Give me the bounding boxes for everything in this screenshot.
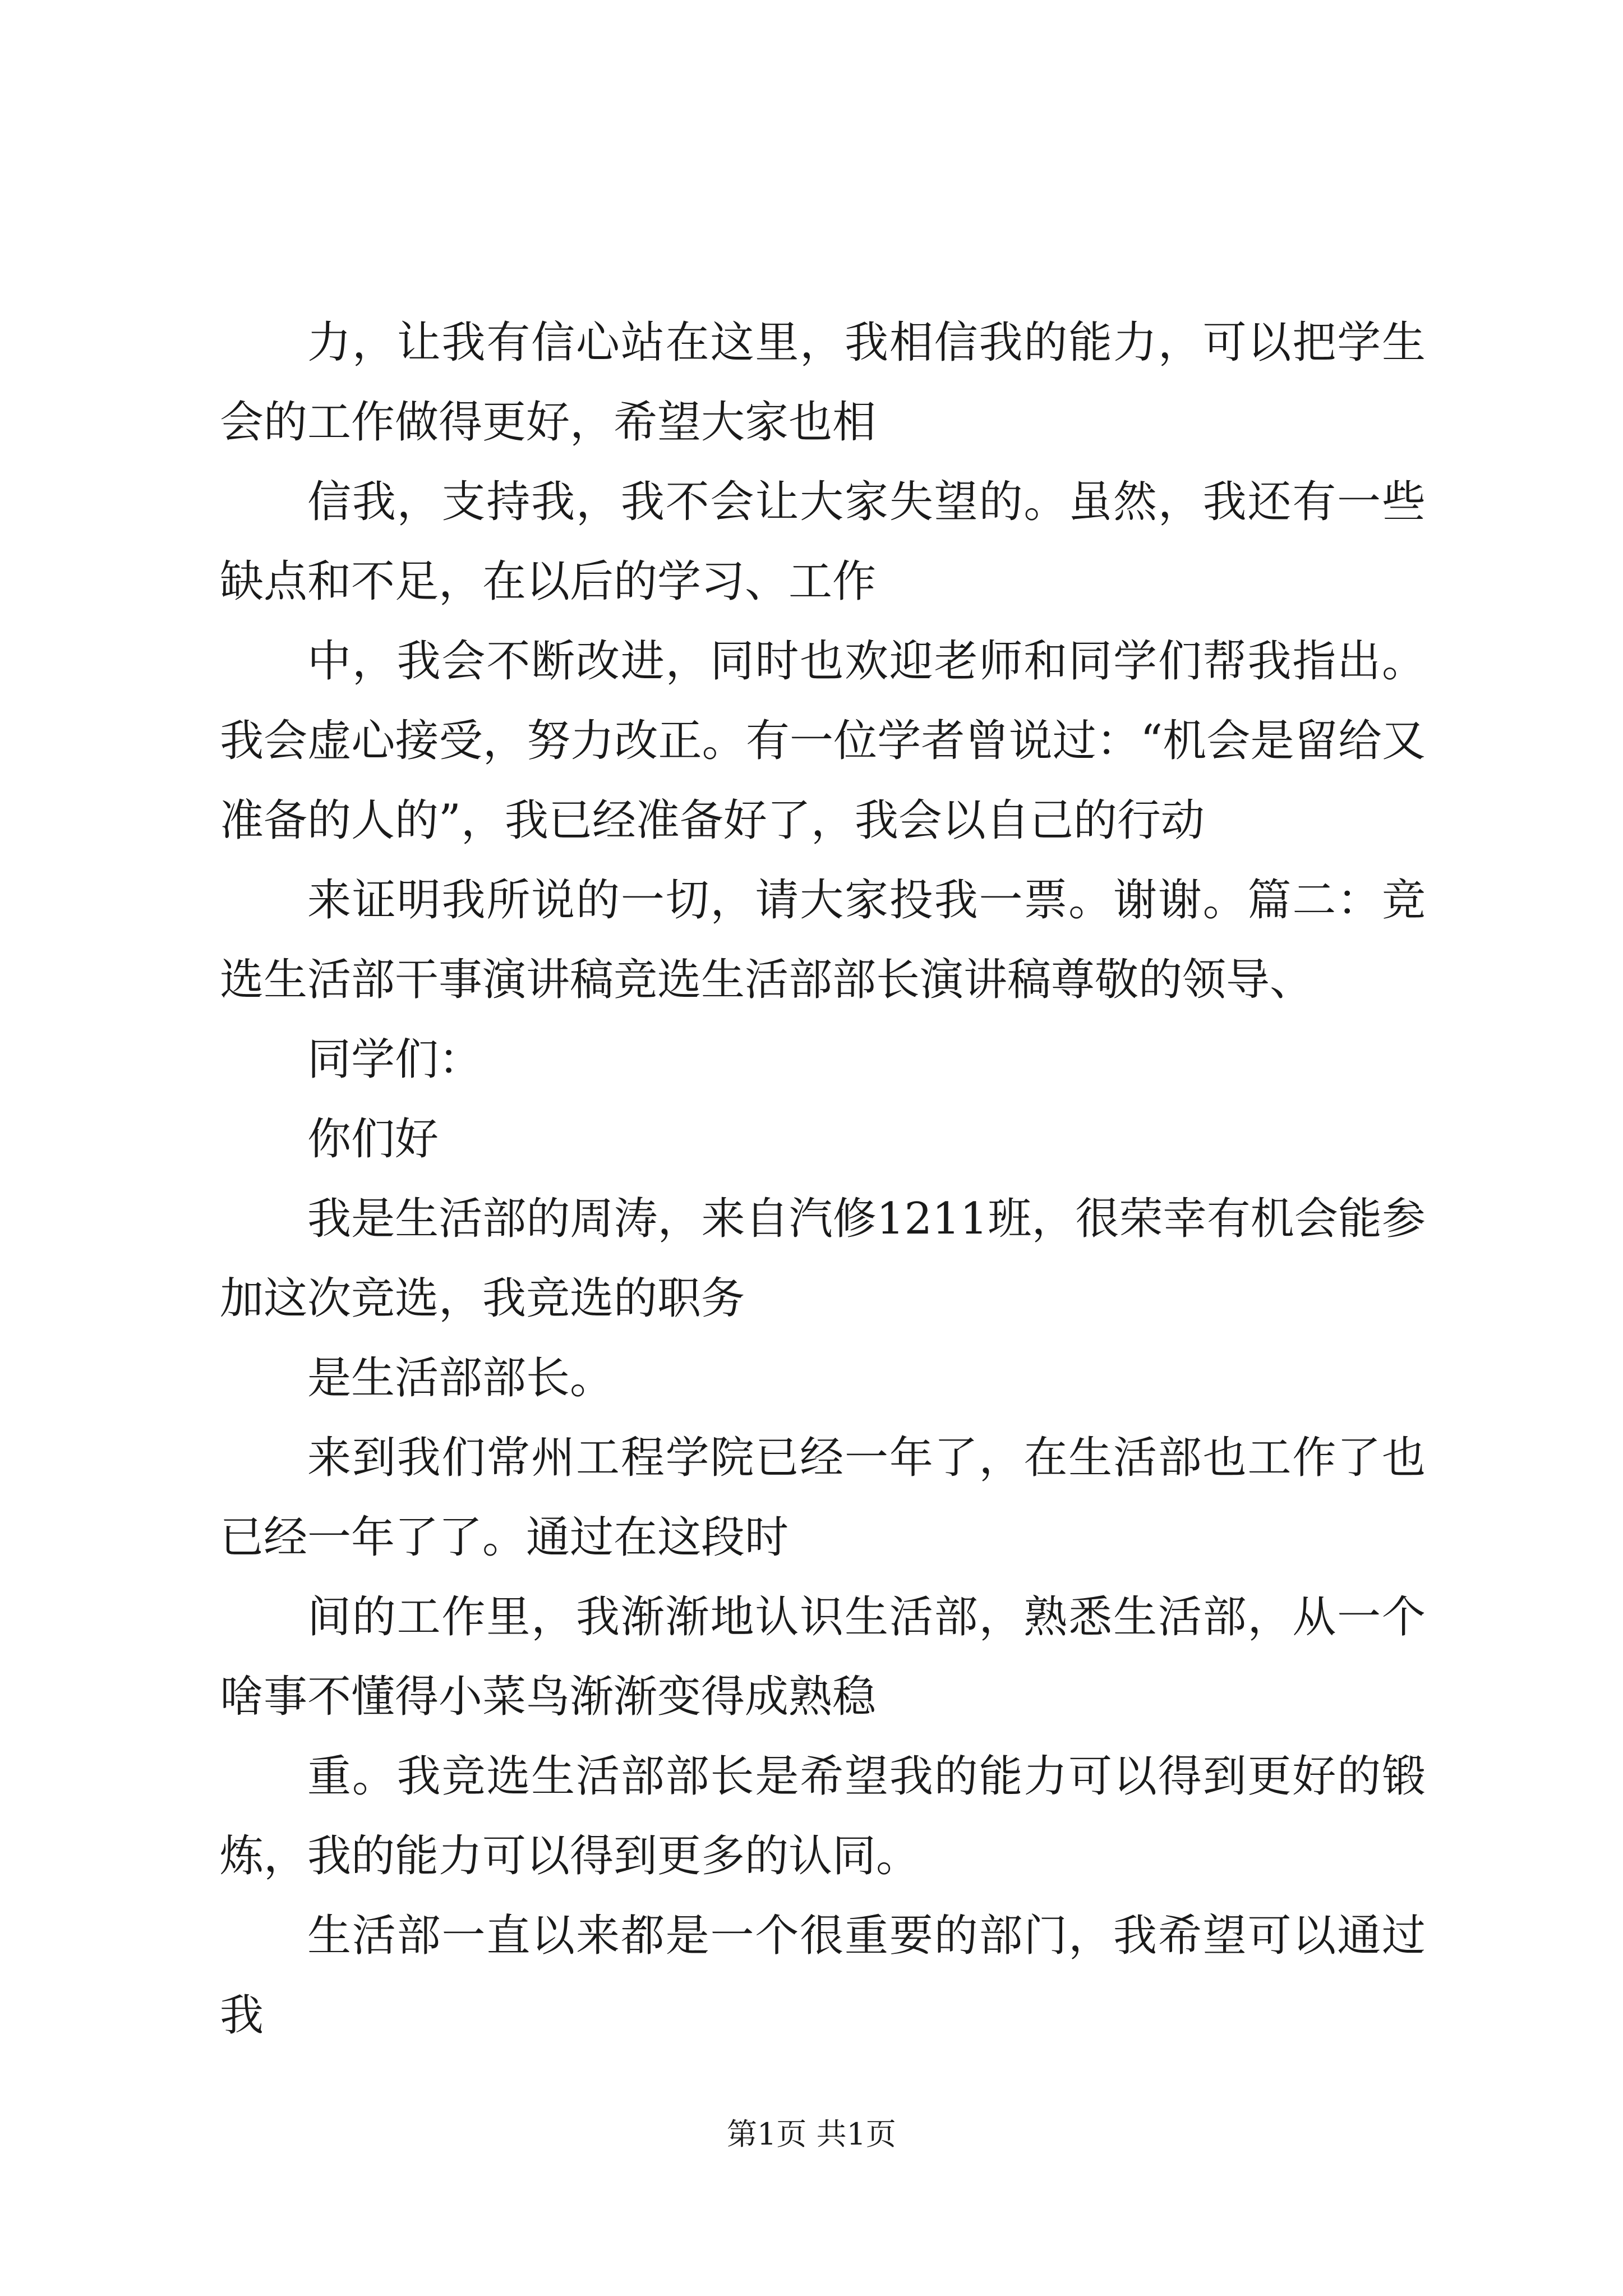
document-body [220,303,1426,2055]
paragraph: 重。我竞选生活部部长是希望我的能力可以得到更好的锻炼，我的能力可以得到更多的认同。 [220,1751,1426,1881]
paragraph: 同学们： [307,1034,483,1085]
paragraph: 是生活部部长。 [307,1353,614,1404]
paragraph: 来证明我所说的一切，请大家投我一票。谢谢。篇二：竞选生活部干事演讲稿竞选生活部部长演讲稿尊敬的领导、 [220,875,1426,1005]
paragraph: 生活部一直以来都是一个很重要的部门，我希望可以通过我 [220,1911,1426,2041]
paragraph: 我是生活部的周涛，来自汽修1211班，很荣幸有机会能参加这次竞选，我竞选的职务 [220,1194,1426,1324]
page-number-footer: 第1页 共1页 [727,2116,896,2152]
paragraph: 信我，支持我，我不会让大家失望的。虽然，我还有一些缺点和不足，在以后的学习、工作 [220,477,1426,607]
paragraph: 中，我会不断改进，同时也欢迎老师和同学们帮我指出。我会虚心接受，努力改正。有一位学者曾说过：“机会是留给又准备的人的”，我已经准备好了，我会以自己的行动 [220,636,1426,846]
paragraph: 力，让我有信心站在这里，我相信我的能力，可以把学生会的工作做得更好，希望大家也相 [220,318,1426,448]
paragraph: 来到我们常州工程学院已经一年了，在生活部也工作了也已经一年了了。通过在这段时 [220,1433,1426,1563]
paragraph: 间的工作里，我渐渐地认识生活部，熟悉生活部，从一个啥事不懂得小菜鸟渐渐变得成熟稳 [220,1592,1426,1722]
paragraph: 你们好 [307,1114,439,1165]
